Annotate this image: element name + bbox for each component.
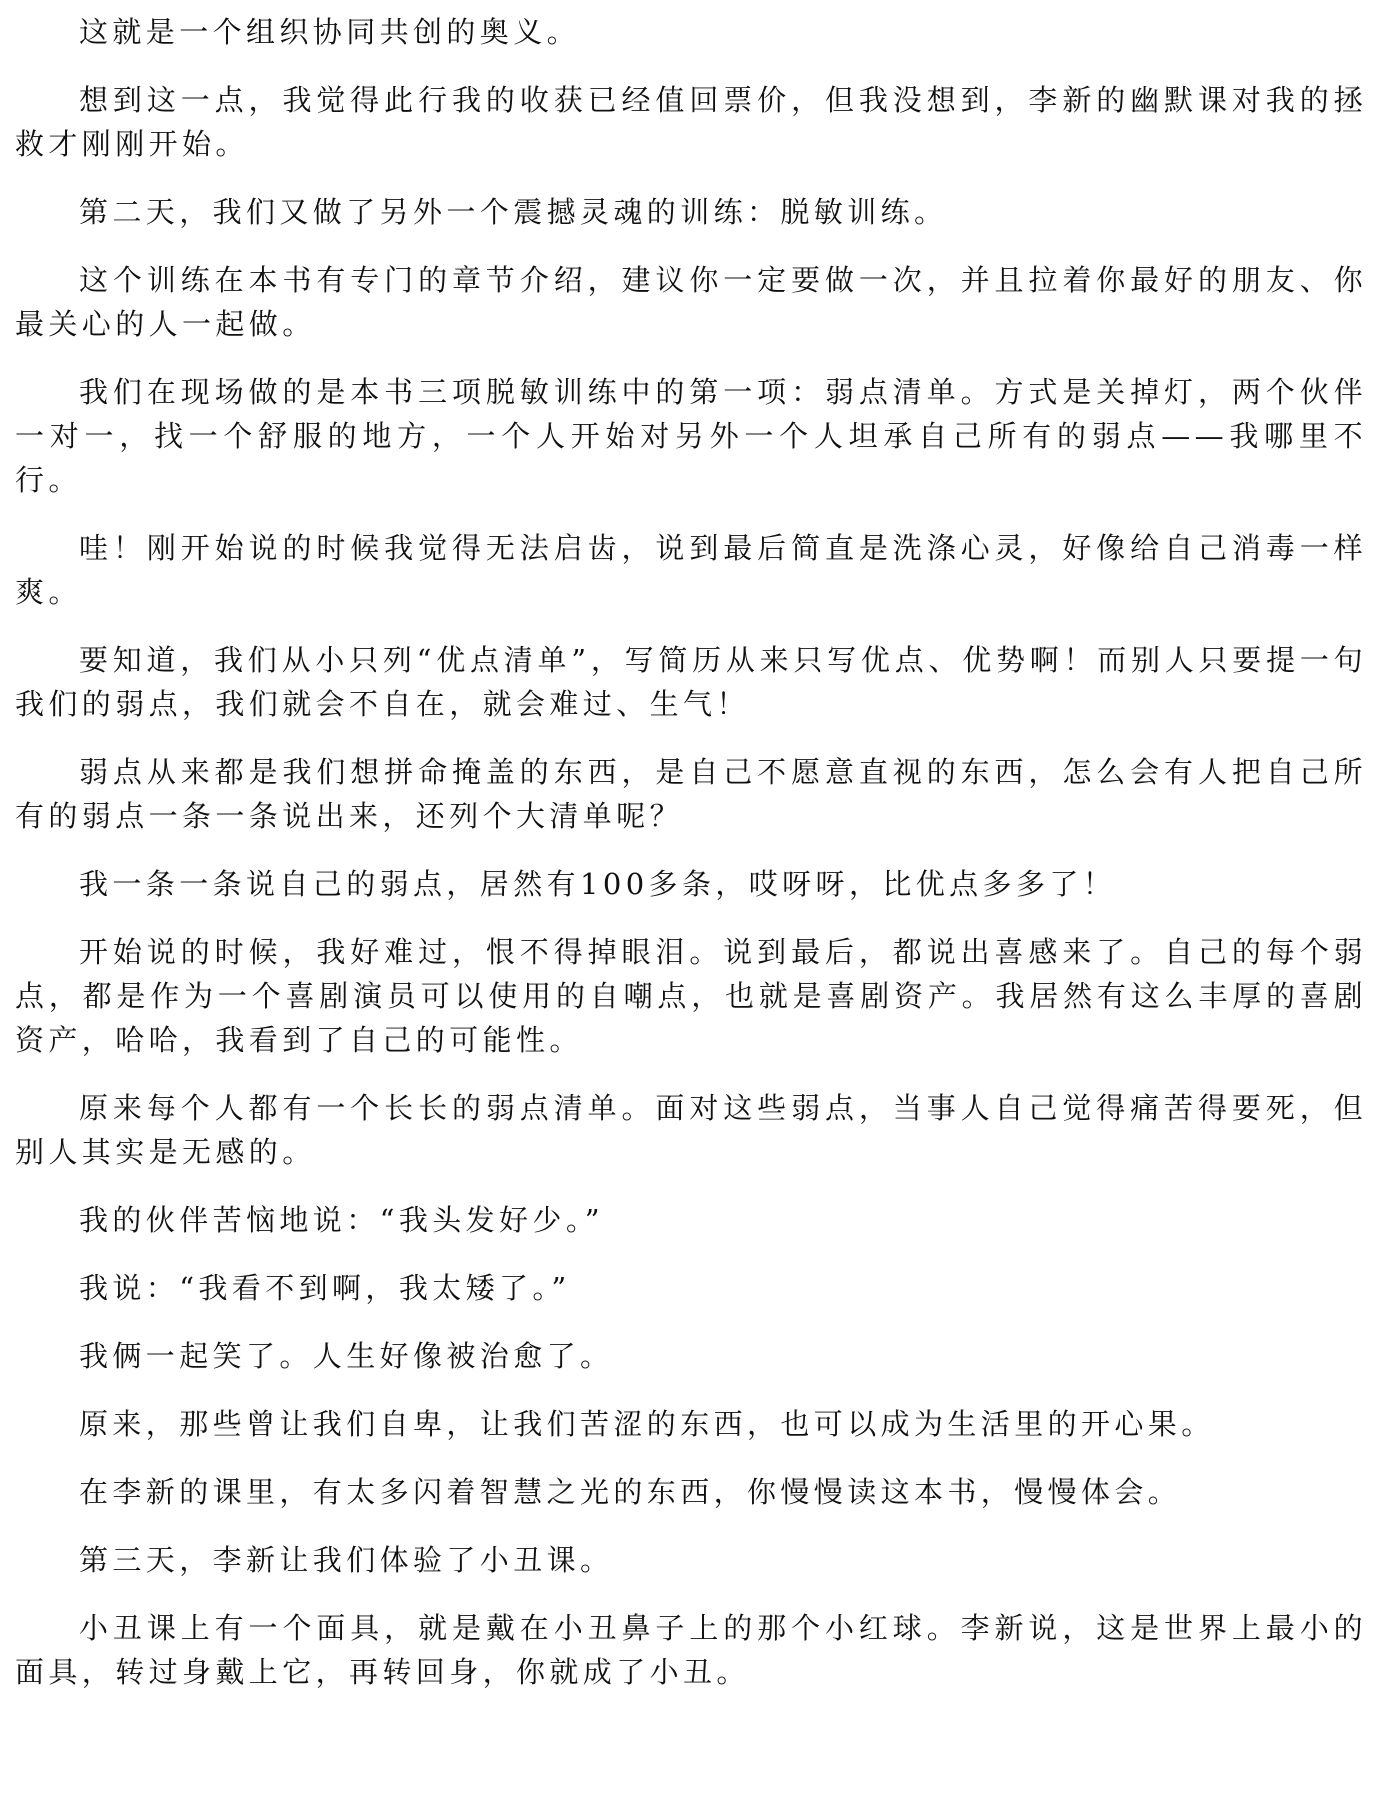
- paragraph: 我俩一起笑了。人生好像被治愈了。: [79, 1339, 614, 1373]
- paragraph: 这个训练在本书有专门的章节介绍，建议你一定要做一次，并且拉着你最好的朋友、你最关心的人一起做。: [15, 263, 1367, 341]
- paragraph: 我一条一条说自己的弱点，居然有100多条，哎呀呀，比优点多多了！: [79, 867, 1117, 901]
- paragraph: 我们在现场做的是本书三项脱敏训练中的第一项：弱点清单。方式是关掉灯，两个伙伴一对一，找一个舒服的地方，一个人开始对另外一个人坦承自己所有的弱点——我哪里不行。: [15, 375, 1367, 497]
- paragraph: 原来，那些曾让我们自卑，让我们苦涩的东西，也可以成为生活里的开心果。: [79, 1407, 1215, 1441]
- paragraph: 我说：“我看不到啊，我太矮了。”: [79, 1271, 571, 1305]
- paragraph: 开始说的时候，我好难过，恨不得掉眼泪。说到最后，都说出喜感来了。自己的每个弱点，都是作为一个喜剧演员可以使用的自嘲点，也就是喜剧资产。我居然有这么丰厚的喜剧资产，哈哈，我看到了自己的可能性。: [15, 935, 1367, 1057]
- paragraph: 这就是一个组织协同共创的奥义。: [79, 15, 581, 49]
- paragraph: 我的伙伴苦恼地说：“我头发好少。”: [79, 1203, 604, 1237]
- paragraph: 弱点从来都是我们想拼命掩盖的东西，是自己不愿意直视的东西，怎么会有人把自己所有的弱点一条一条说出来，还列个大清单呢？: [15, 755, 1367, 833]
- paragraph: 第二天，我们又做了另外一个震撼灵魂的训练：脱敏训练。: [79, 195, 948, 229]
- paragraph: 在李新的课里，有太多闪着智慧之光的东西，你慢慢读这本书，慢慢体会。: [79, 1475, 1182, 1509]
- paragraph: 要知道，我们从小只列“优点清单”，写简历从来只写优点、优势啊！而别人只要提一句我们的弱点，我们就会不自在，就会难过、生气！: [15, 643, 1367, 721]
- paragraph: 原来每个人都有一个长长的弱点清单。面对这些弱点，当事人自己觉得痛苦得要死，但别人其实是无感的。: [15, 1091, 1367, 1169]
- paragraph: 想到这一点，我觉得此行我的收获已经值回票价，但我没想到，李新的幽默课对我的拯救才刚刚开始。: [15, 83, 1367, 161]
- paragraph: 小丑课上有一个面具，就是戴在小丑鼻子上的那个小红球。李新说，这是世界上最小的面具，转过身戴上它，再转回身，你就成了小丑。: [15, 1611, 1367, 1689]
- paragraph: 哇！刚开始说的时候我觉得无法启齿，说到最后简直是洗涤心灵，好像给自己消毒一样爽。: [15, 531, 1367, 609]
- document-page: [15, 0, 1367, 1800]
- paragraph: 第三天，李新让我们体验了小丑课。: [79, 1543, 614, 1577]
